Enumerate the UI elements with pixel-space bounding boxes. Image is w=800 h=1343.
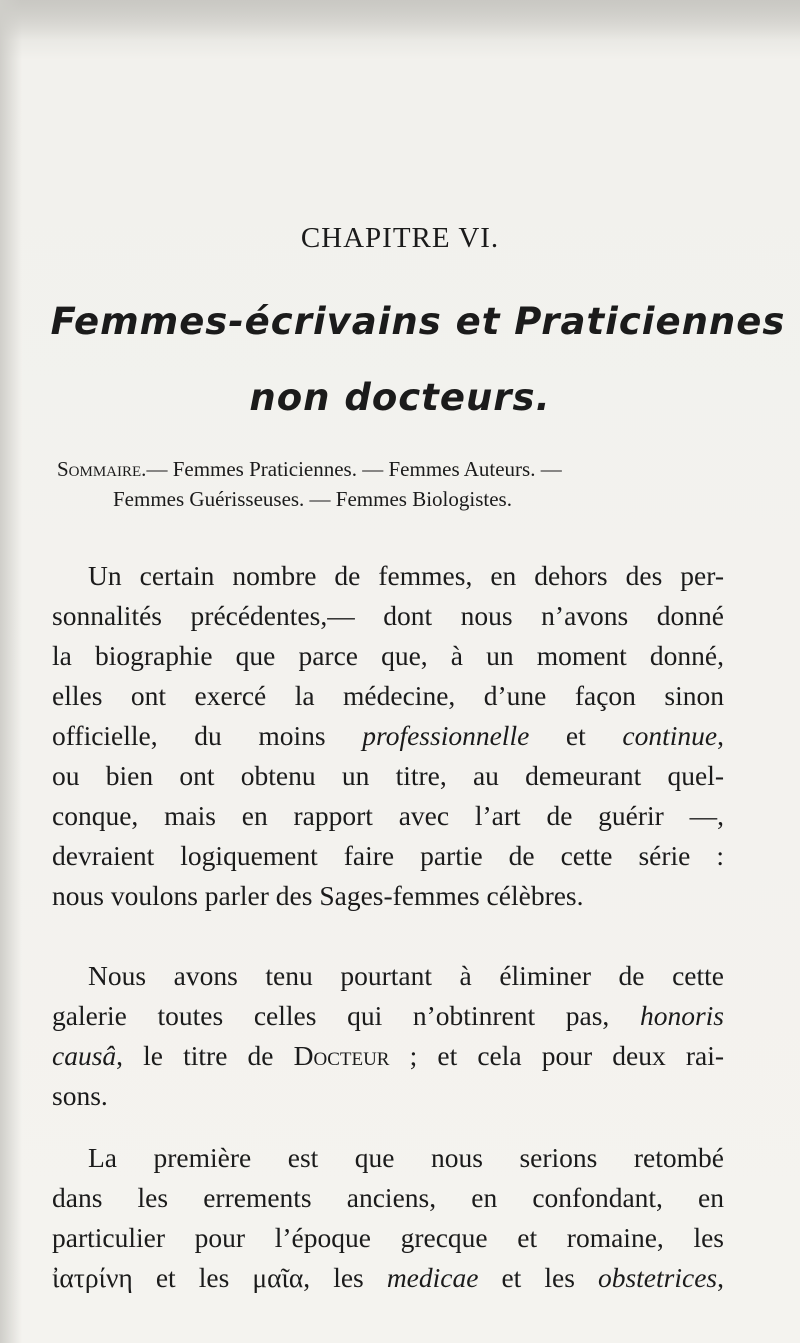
- p3-line-4-text-a: et les: [132, 1262, 253, 1293]
- p2-line-3-italic: causâ: [52, 1040, 117, 1071]
- page-top-shadow: [0, 0, 800, 40]
- page-gutter-shadow: [0, 0, 22, 1343]
- p3-line-1: La première est que nous serions retombé: [88, 1142, 724, 1173]
- p2-line-2-italic: honoris: [639, 1000, 724, 1031]
- p1-line-3: la biographie que parce que, à un moment donné,: [52, 640, 724, 671]
- p3-line-4-greek-b: μαῖα: [252, 1262, 304, 1293]
- sommaire-label: Sommaire.: [57, 457, 147, 481]
- p3-line-4-italic-b: obstetrices: [597, 1262, 718, 1293]
- p1-line-5-text-a: officielle, du moins: [52, 720, 363, 751]
- p3-line-2: dans les errements anciens, en confondant, en: [52, 1182, 724, 1213]
- p2-line-3-text-a: , le titre de: [116, 1040, 294, 1071]
- p1-line-9: nous voulons parler des Sages-femmes célèbres.: [52, 880, 584, 911]
- p1-line-4: elles ont exercé la médecine, d’une façon sinon: [52, 680, 724, 711]
- p2-line-4: sons.: [52, 1080, 108, 1111]
- p1-line-5-text-b: et: [529, 720, 623, 751]
- p3-line-4-text-c: et les: [478, 1262, 598, 1293]
- p1-line-2: sonnalités précédentes,— dont nous n’avons donné: [52, 600, 724, 631]
- chapter-title-line-2: non docteurs.: [249, 376, 551, 419]
- p1-line-7: conque, mais en rapport avec l’art de guérir —,: [52, 800, 724, 831]
- p2-line-3-text-b: ; et cela pour deux rai-: [389, 1040, 724, 1071]
- p1-line-8: devraient logiquement faire partie de cette série :: [52, 840, 724, 871]
- p1-line-5-italic-b: continue: [622, 720, 718, 751]
- p2-line-2: [52, 996, 724, 1036]
- p3-line-4-greek-a: ἰατρίνη: [52, 1262, 133, 1293]
- p1-line-1: Un certain nombre de femmes, en dehors des per-: [88, 560, 724, 591]
- chapter-heading: CHAPITRE VI.: [300, 222, 500, 254]
- p3-line-3: particulier pour l’époque grecque et romaine, les: [52, 1222, 724, 1253]
- sommaire-line-2: Femmes Guérisseuses. — Femmes Biologistes.: [113, 487, 512, 511]
- p3-line-4-italic-a: medicae: [386, 1262, 479, 1293]
- p1-line-5-italic-a: professionnelle: [362, 720, 530, 751]
- p1-line-5-text-c: ,: [717, 720, 724, 751]
- p1-line-6: ou bien ont obtenu un titre, au demeurant quel-: [52, 760, 724, 791]
- p2-line-1: Nous avons tenu pourtant à éliminer de cette: [88, 960, 724, 991]
- p2-line-3: [52, 1036, 724, 1076]
- p3-line-4: [52, 1258, 724, 1298]
- p1-line-5: [52, 716, 724, 756]
- p2-line-3-smallcaps: Docteur: [293, 1040, 390, 1071]
- p3-line-4-text-d: ,: [717, 1262, 724, 1293]
- sommaire-text-1: — Femmes Praticiennes. — Femmes Auteurs. —: [146, 457, 562, 481]
- sommaire-line-1: [57, 457, 562, 482]
- p3-line-4-text-b: , les: [303, 1262, 387, 1293]
- p2-line-2-text: galerie toutes celles qui n’obtinrent pas,: [52, 1000, 640, 1031]
- chapter-title-line-1: Femmes-écrivains et Praticiennes: [50, 300, 786, 343]
